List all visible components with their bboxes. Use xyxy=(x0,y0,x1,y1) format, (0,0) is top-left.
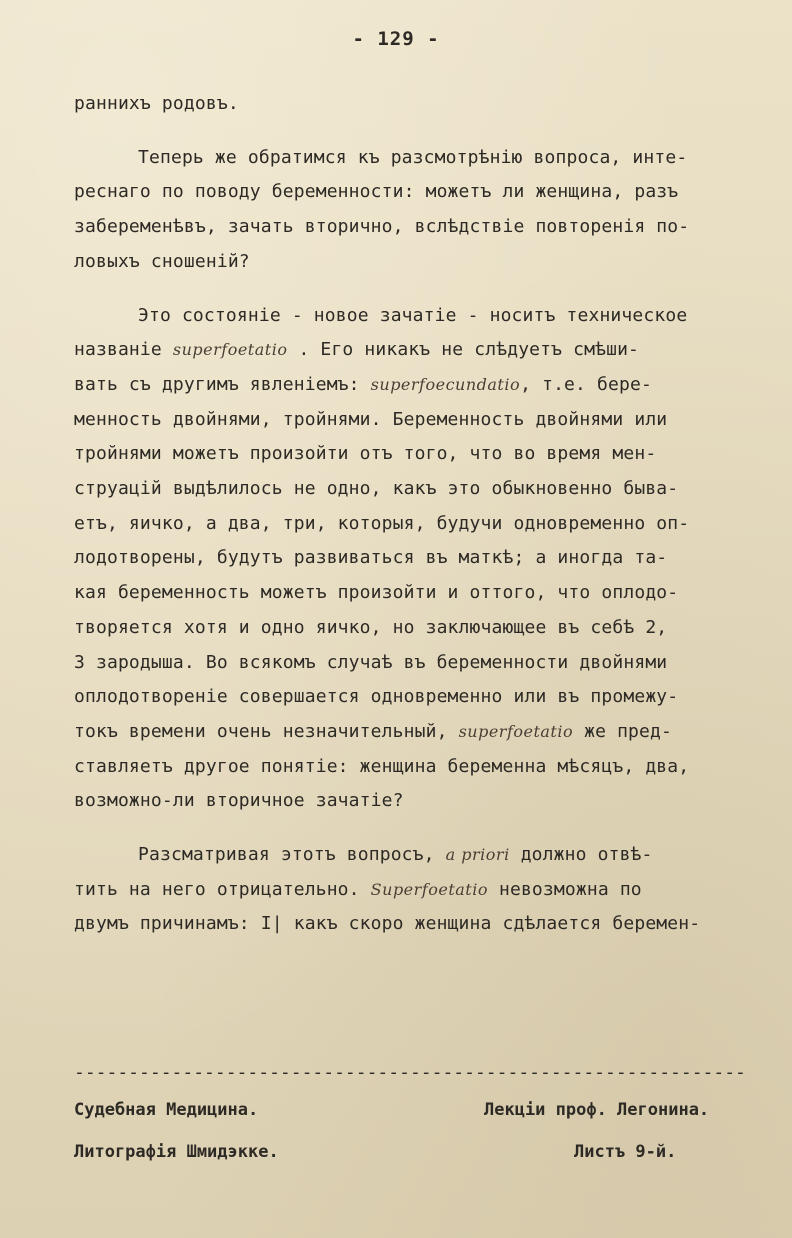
document-body xyxy=(74,87,774,942)
text-segment: вать съ другимъ явленіемъ: xyxy=(74,373,360,395)
text-segment: Разсматривая этотъ вопросъ, xyxy=(138,844,435,866)
text-line xyxy=(74,838,774,873)
text-segment: же пред- xyxy=(584,720,673,742)
text-line: кая беременность можетъ произойти и оттого, что оплодо- xyxy=(74,582,679,604)
text-line: ставляетъ другое понятіе: женщина беременна мѣсяцъ, два, xyxy=(74,755,690,777)
latin-term-handwritten: a priori xyxy=(445,845,510,865)
text-line: Это состояніе - новое зачатіе - носитъ техническое xyxy=(138,304,688,326)
text-line: двумъ причинамъ: I| какъ скоро женщина сдѣлается беремен- xyxy=(74,913,701,935)
text-line: струацій выдѣлилось не одно, какъ это обыкновенно быва- xyxy=(74,478,679,500)
paragraph-gap xyxy=(74,280,774,299)
text-segment: . Его никакъ не слѣдуетъ смѣши- xyxy=(298,339,640,361)
footer-lectures: Лекціи проф. Легонина. xyxy=(484,1100,710,1120)
page-number: - 129 - xyxy=(352,28,440,50)
latin-term-handwritten: superfoetatio xyxy=(458,721,574,741)
text-segment: должно отвѣ- xyxy=(520,844,653,866)
text-line: возможно-ли вторичное зачатіе? xyxy=(74,790,404,812)
text-line: забеременѣвъ, зачать вторично, вслѣдствіе повторенія по- xyxy=(74,216,690,238)
text-line: реснаго по поводу беременности: можетъ ли женщина, разъ xyxy=(74,181,679,203)
text-line: лодотворены, будутъ развиваться въ маткѣ; а иногда та- xyxy=(74,547,668,569)
text-line: 3 зародыша. Во всякомъ случаѣ въ беременности двойнями xyxy=(74,651,668,673)
text-line: Теперь же обратимся къ разсмотрѣнію вопроса, инте- xyxy=(138,146,688,168)
text-line: оплодотвореніе совершается одновременно или въ промежу- xyxy=(74,686,679,708)
text-segment: , т.е. бере- xyxy=(520,373,652,395)
text-line xyxy=(74,715,774,750)
footer-lithography: Литографія Шмидэкке. xyxy=(74,1142,279,1162)
footer-subject: Судебная Медицина. xyxy=(74,1100,259,1120)
text-segment: невозможна по xyxy=(498,878,642,900)
text-line: раннихъ родовъ. xyxy=(74,93,239,114)
text-line: етъ, яичко, а два, три, которыя, будучи одновременно оп- xyxy=(74,512,690,534)
text-line: ловыхъ сношеній? xyxy=(74,250,250,272)
latin-term-handwritten: Superfoetatio xyxy=(370,879,488,899)
text-line: тройнями можетъ произойти отъ того, что во время мен- xyxy=(74,443,657,465)
text-line: творяется хотя и одно яичко, но заключающее въ себѣ 2, xyxy=(74,616,668,638)
text-line xyxy=(74,873,774,908)
footer-sheet: Листъ 9-й. xyxy=(574,1142,677,1162)
text-segment: тить на него отрицательно. xyxy=(74,878,360,900)
text-line xyxy=(74,333,774,368)
paragraph-gap xyxy=(74,122,774,141)
text-segment: названіе xyxy=(74,339,162,361)
text-segment: токъ времени очень незначительный, xyxy=(74,720,448,742)
text-line: менность двойнями, тройнями. Беременность двойнями или xyxy=(74,408,668,430)
latin-term-handwritten: superfoecundatio xyxy=(370,374,521,394)
footer-divider: -------------------------------------------------------------- xyxy=(74,1062,746,1083)
text-line xyxy=(74,368,774,403)
paragraph-gap xyxy=(74,819,774,838)
latin-term-handwritten: superfoetatio xyxy=(172,340,288,360)
